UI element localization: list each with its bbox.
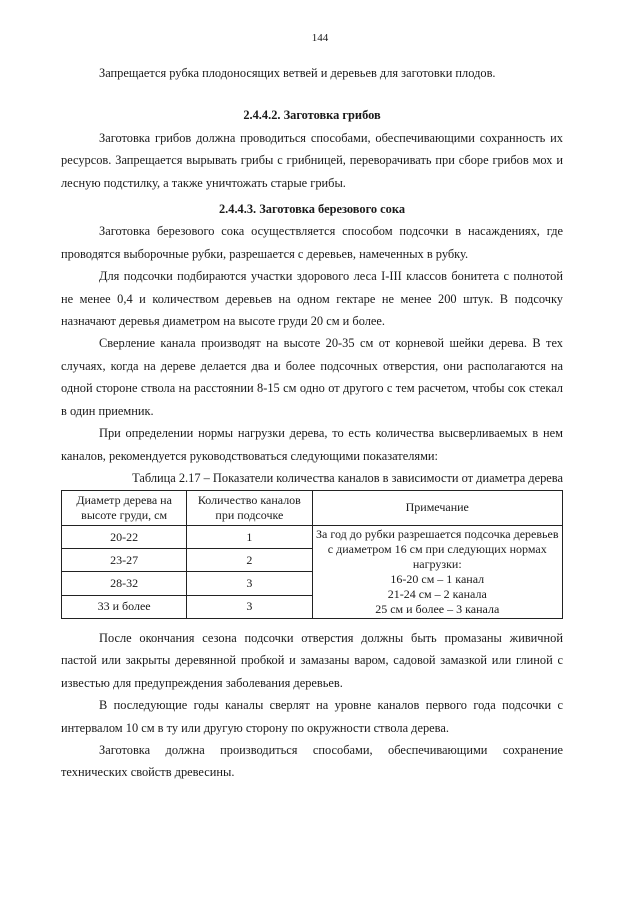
document-body bbox=[61, 62, 563, 784]
note-norm-3: 25 см и более – 3 канала bbox=[375, 601, 500, 616]
column-header-channels: Количество каналов при подсочке bbox=[187, 490, 312, 525]
cell-channels: 3 bbox=[187, 595, 312, 618]
section-heading-birch-sap: 2.4.4.3. Заготовка березового сока bbox=[218, 202, 406, 217]
cell-channels: 2 bbox=[187, 549, 312, 572]
column-header-note: Примечание bbox=[312, 490, 563, 525]
note-text: За год до рубки разрешается подсочка деревьев с диаметром 16 см при следующих нормах нагрузки: bbox=[316, 526, 559, 571]
cell-note bbox=[312, 525, 563, 618]
cell-diameter: 23-27 bbox=[62, 549, 187, 572]
table-row bbox=[62, 525, 563, 548]
table-caption: Таблица 2.17 – Показатели количества каналов в зависимости от диаметра дерева bbox=[132, 470, 563, 485]
paragraph: Запрещается рубка плодоносящих ветвей и деревьев для заготовки плодов. bbox=[99, 66, 496, 80]
page-number: 144 bbox=[311, 32, 329, 44]
paragraph: Заготовка грибов должна проводиться способами, обеспечивающими сохранность их ресурсов. Запрещается вырывать грибы с грибницей, переворачивать при сборе грибов мох и лесную подстилку, а также уничтожать старые грибы. bbox=[61, 130, 563, 190]
paragraph: Сверление канала производят на высоте 20-35 см от корневой шейки дерева. В тех случаях, когда на дереве делается два и более подсочных отверстия, они располагаются на одной стороне ствола на расстоянии 8-15 см одно от другого с тем расчетом, чтобы сок стекал в один приемник. bbox=[61, 336, 563, 418]
channels-table bbox=[61, 490, 563, 619]
table-header-row bbox=[62, 490, 563, 525]
cell-channels: 3 bbox=[187, 572, 312, 595]
paragraph: После окончания сезона подсочки отверстия должны быть промазаны живичной пастой или закрыты деревянной пробкой и замазаны варом, садовой замазкой или глиной с известью для предупреждения заболевания деревьев. bbox=[61, 630, 563, 690]
paragraph: Для подсочки подбираются участки здорового леса I-III классов бонитета с полнотой не менее 0,4 и количеством деревьев на одном гектаре не менее 200 штук. В подсочку назначают деревья диаметром на высоте груди 20 см и более. bbox=[61, 269, 563, 329]
note-norm-1: 16-20 см – 1 канал bbox=[390, 571, 485, 586]
cell-diameter: 28-32 bbox=[62, 572, 187, 595]
cell-diameter: 20-22 bbox=[62, 525, 187, 548]
cell-diameter: 33 и более bbox=[62, 595, 187, 618]
note-norm-2: 21-24 см – 2 канала bbox=[387, 586, 487, 601]
paragraph: В последующие годы каналы сверлят на уровне каналов первого года подсочки с интервалом 10 см в ту или другую сторону по окружности ствола дерева. bbox=[61, 698, 563, 735]
paragraph: Заготовка должна производиться способами, обеспечивающими сохранение технических свойств древесины. bbox=[61, 742, 563, 780]
paragraph: При определении нормы нагрузки дерева, то есть количества высверливаемых в нем каналов, рекомендуется руководствоваться следующими показателями: bbox=[61, 426, 563, 463]
section-heading-mushrooms: 2.4.4.2. Заготовка грибов bbox=[243, 108, 381, 123]
paragraph: Заготовка березового сока осуществляется способом подсочки в насаждениях, где проводятся выборочные рубки, разрешается с деревьев, намеченных в рубку. bbox=[61, 224, 563, 261]
column-header-diameter: Диаметр дерева на высоте груди, см bbox=[62, 490, 187, 525]
cell-channels: 1 bbox=[187, 525, 312, 548]
